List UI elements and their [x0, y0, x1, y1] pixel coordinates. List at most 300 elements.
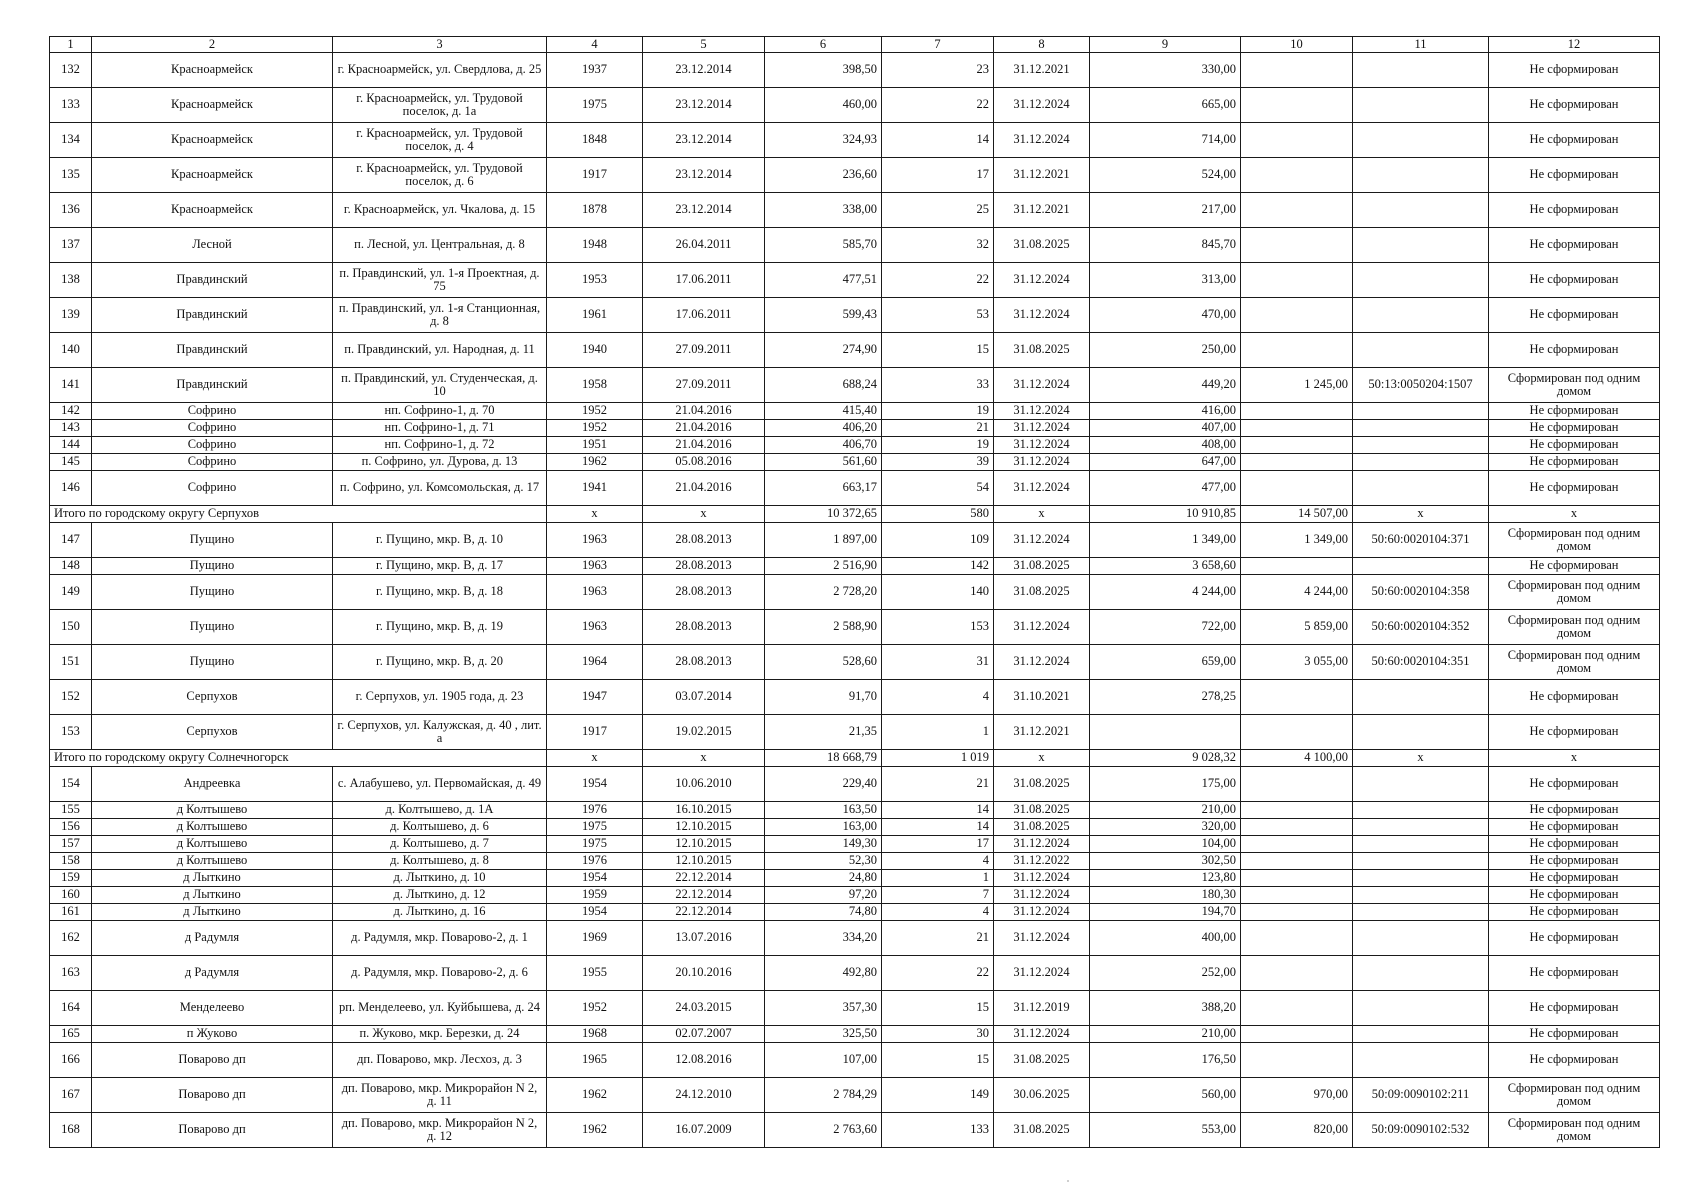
- resettlement-deadline: 31.12.2024: [994, 870, 1090, 887]
- cadastral-number: 50:13:0050204:1507: [1353, 368, 1489, 403]
- row-number: 133: [50, 88, 92, 123]
- table-row: [50, 956, 1660, 991]
- row-number: 167: [50, 1078, 92, 1113]
- living-area: 74,80: [765, 904, 882, 921]
- resettlement-deadline: 31.12.2024: [994, 88, 1090, 123]
- table-row: [50, 715, 1660, 750]
- residents-count: 109: [882, 523, 994, 558]
- plot-area: [1241, 887, 1353, 904]
- residents-count: 1: [882, 715, 994, 750]
- living-area: 477,51: [765, 263, 882, 298]
- residents-count: 14: [882, 802, 994, 819]
- plot-status: Сформирован под одним домом: [1489, 523, 1660, 558]
- living-area: 10 372,65: [765, 506, 882, 523]
- resettlement-deadline: 31.12.2024: [994, 123, 1090, 158]
- plot-status: Не сформирован: [1489, 88, 1660, 123]
- resettlement-deadline: 31.12.2024: [994, 368, 1090, 403]
- plot-status: Не сформирован: [1489, 1026, 1660, 1043]
- row-number: 156: [50, 819, 92, 836]
- build-year: 1975: [547, 836, 643, 853]
- decision-date: 10.06.2010: [643, 767, 765, 802]
- cadastral-number: [1353, 123, 1489, 158]
- table-row: [50, 836, 1660, 853]
- house-address: д. Лыткино, д. 12: [333, 887, 547, 904]
- settlement-name: Красноармейск: [92, 158, 333, 193]
- house-address: д. Радумля, мкр. Поварово-2, д. 6: [333, 956, 547, 991]
- settlement-name: Софрино: [92, 403, 333, 420]
- build-year: 1963: [547, 558, 643, 575]
- resettlement-deadline: 31.12.2024: [994, 1026, 1090, 1043]
- decision-date: 24.12.2010: [643, 1078, 765, 1113]
- decision-date: 12.08.2016: [643, 1043, 765, 1078]
- residents-count: 1: [882, 870, 994, 887]
- row-number: 135: [50, 158, 92, 193]
- land-area: 313,00: [1090, 263, 1241, 298]
- resettlement-deadline: 31.08.2025: [994, 558, 1090, 575]
- plot-area: 820,00: [1241, 1113, 1353, 1148]
- cadastral-number: [1353, 558, 1489, 575]
- table-row: [50, 437, 1660, 454]
- house-address: д. Колтышево, д. 1А: [333, 802, 547, 819]
- build-year: 1953: [547, 263, 643, 298]
- decision-date: 22.12.2014: [643, 904, 765, 921]
- living-area: 688,24: [765, 368, 882, 403]
- resettlement-deadline: 31.12.2024: [994, 403, 1090, 420]
- land-area: 123,80: [1090, 870, 1241, 887]
- settlement-name: Правдинский: [92, 263, 333, 298]
- resettlement-deadline: 31.12.2021: [994, 53, 1090, 88]
- cadastral-number: [1353, 263, 1489, 298]
- decision-date: 12.10.2015: [643, 819, 765, 836]
- decision-date: 21.04.2016: [643, 420, 765, 437]
- cadastral-number: 50:09:0090102:211: [1353, 1078, 1489, 1113]
- row-number: 140: [50, 333, 92, 368]
- decision-date: 28.08.2013: [643, 610, 765, 645]
- residents-count: 133: [882, 1113, 994, 1148]
- residents-count: 21: [882, 921, 994, 956]
- residents-count: 39: [882, 454, 994, 471]
- residents-count: 21: [882, 767, 994, 802]
- land-area: 659,00: [1090, 645, 1241, 680]
- land-area: [1090, 715, 1241, 750]
- decision-date: 05.08.2016: [643, 454, 765, 471]
- row-number: 162: [50, 921, 92, 956]
- cadastral-number: [1353, 437, 1489, 454]
- house-address: нп. Софрино-1, д. 71: [333, 420, 547, 437]
- row-number: 164: [50, 991, 92, 1026]
- house-address: д. Колтышево, д. 8: [333, 853, 547, 870]
- land-area: 4 244,00: [1090, 575, 1241, 610]
- plot-status: Не сформирован: [1489, 158, 1660, 193]
- land-area: 449,20: [1090, 368, 1241, 403]
- build-year: 1948: [547, 228, 643, 263]
- settlement-name: Красноармейск: [92, 53, 333, 88]
- plot-status: Не сформирован: [1489, 558, 1660, 575]
- settlement-name: Пущино: [92, 558, 333, 575]
- residents-count: 19: [882, 437, 994, 454]
- table-row: [50, 193, 1660, 228]
- residents-count: 14: [882, 819, 994, 836]
- house-address: дп. Поварово, мкр. Лесхоз, д. 3: [333, 1043, 547, 1078]
- cadastral-number: [1353, 471, 1489, 506]
- house-address: д. Колтышево, д. 7: [333, 836, 547, 853]
- land-area: 10 910,85: [1090, 506, 1241, 523]
- cadastral-number: [1353, 1026, 1489, 1043]
- plot-area: [1241, 403, 1353, 420]
- living-area: 492,80: [765, 956, 882, 991]
- settlement-name: Пущино: [92, 575, 333, 610]
- cadastral-number: [1353, 853, 1489, 870]
- cadastral-number: [1353, 991, 1489, 1026]
- settlement-name: Андреевка: [92, 767, 333, 802]
- house-address: нп. Софрино-1, д. 72: [333, 437, 547, 454]
- table-row: [50, 870, 1660, 887]
- house-address: нп. Софрино-1, д. 70: [333, 403, 547, 420]
- plot-area: [1241, 715, 1353, 750]
- land-area: 252,00: [1090, 956, 1241, 991]
- row-number: 150: [50, 610, 92, 645]
- residents-count: 15: [882, 1043, 994, 1078]
- column-number-row: [50, 37, 1660, 53]
- decision-date: 20.10.2016: [643, 956, 765, 991]
- house-address: п. Жуково, мкр. Березки, д. 24: [333, 1026, 547, 1043]
- row-number: 138: [50, 263, 92, 298]
- table-row: [50, 680, 1660, 715]
- plot-status: Не сформирован: [1489, 680, 1660, 715]
- plot-area: [1241, 228, 1353, 263]
- plot-area: [1241, 1043, 1353, 1078]
- living-area: 585,70: [765, 228, 882, 263]
- cadastral-number: [1353, 887, 1489, 904]
- living-area: 236,60: [765, 158, 882, 193]
- decision-date: 16.10.2015: [643, 802, 765, 819]
- land-area: 3 658,60: [1090, 558, 1241, 575]
- plot-area: 970,00: [1241, 1078, 1353, 1113]
- residents-count: 17: [882, 836, 994, 853]
- land-area: 9 028,32: [1090, 750, 1241, 767]
- living-area: 325,50: [765, 1026, 882, 1043]
- land-area: 407,00: [1090, 420, 1241, 437]
- plot-status: Не сформирован: [1489, 454, 1660, 471]
- resettlement-deadline: 31.12.2024: [994, 887, 1090, 904]
- build-year: х: [547, 750, 643, 767]
- build-year: 1955: [547, 956, 643, 991]
- land-area: 524,00: [1090, 158, 1241, 193]
- cadastral-number: [1353, 904, 1489, 921]
- column-number: 9: [1090, 37, 1241, 53]
- resettlement-deadline: 31.12.2024: [994, 471, 1090, 506]
- residents-count: 142: [882, 558, 994, 575]
- build-year: 1848: [547, 123, 643, 158]
- cadastral-number: [1353, 403, 1489, 420]
- land-area: 714,00: [1090, 123, 1241, 158]
- house-address: г. Красноармейск, ул. Чкалова, д. 15: [333, 193, 547, 228]
- living-area: 274,90: [765, 333, 882, 368]
- row-number: 132: [50, 53, 92, 88]
- resettlement-deadline: 31.12.2019: [994, 991, 1090, 1026]
- table-row: [50, 368, 1660, 403]
- plot-area: [1241, 88, 1353, 123]
- build-year: 1968: [547, 1026, 643, 1043]
- table-row: [50, 610, 1660, 645]
- row-number: 152: [50, 680, 92, 715]
- cadastral-number: [1353, 193, 1489, 228]
- cadastral-number: [1353, 454, 1489, 471]
- column-number: 8: [994, 37, 1090, 53]
- residents-count: 17: [882, 158, 994, 193]
- house-address: п. Лесной, ул. Центральная, д. 8: [333, 228, 547, 263]
- living-area: 460,00: [765, 88, 882, 123]
- decision-date: 12.10.2015: [643, 853, 765, 870]
- column-number: 10: [1241, 37, 1353, 53]
- cadastral-number: [1353, 870, 1489, 887]
- plot-status: Не сформирован: [1489, 420, 1660, 437]
- table-row: [50, 523, 1660, 558]
- house-address: г. Красноармейск, ул. Свердлова, д. 25: [333, 53, 547, 88]
- cadastral-number: 50:09:0090102:532: [1353, 1113, 1489, 1148]
- build-year: 1952: [547, 420, 643, 437]
- land-area: 104,00: [1090, 836, 1241, 853]
- land-area: 176,50: [1090, 1043, 1241, 1078]
- build-year: 1952: [547, 403, 643, 420]
- table-row: [50, 819, 1660, 836]
- house-address: г. Пущино, мкр. В, д. 17: [333, 558, 547, 575]
- resettlement-deadline: 31.12.2024: [994, 298, 1090, 333]
- residents-count: 54: [882, 471, 994, 506]
- resettlement-deadline: 31.08.2025: [994, 228, 1090, 263]
- settlement-name: Софрино: [92, 454, 333, 471]
- resettlement-deadline: 31.12.2024: [994, 420, 1090, 437]
- decision-date: 23.12.2014: [643, 88, 765, 123]
- residents-count: 4: [882, 853, 994, 870]
- living-area: 2 728,20: [765, 575, 882, 610]
- decision-date: 22.12.2014: [643, 887, 765, 904]
- house-address: г. Красноармейск, ул. Трудовой поселок, д. 1а: [333, 88, 547, 123]
- row-number: 153: [50, 715, 92, 750]
- living-area: 2 516,90: [765, 558, 882, 575]
- build-year: 1951: [547, 437, 643, 454]
- plot-status: Не сформирован: [1489, 123, 1660, 158]
- resettlement-deadline: 31.12.2024: [994, 904, 1090, 921]
- table-row: [50, 228, 1660, 263]
- settlement-name: Правдинский: [92, 333, 333, 368]
- house-address: г. Серпухов, ул. 1905 года, д. 23: [333, 680, 547, 715]
- resettlement-deadline: 31.12.2021: [994, 193, 1090, 228]
- living-area: 163,00: [765, 819, 882, 836]
- residents-count: 4: [882, 904, 994, 921]
- decision-date: 03.07.2014: [643, 680, 765, 715]
- land-area: 320,00: [1090, 819, 1241, 836]
- housing-register-table: [49, 36, 1660, 1148]
- build-year: 1940: [547, 333, 643, 368]
- table-row: [50, 802, 1660, 819]
- decision-date: 21.04.2016: [643, 437, 765, 454]
- house-address: г. Серпухов, ул. Калужская, д. 40 , лит. а: [333, 715, 547, 750]
- cadastral-number: [1353, 680, 1489, 715]
- resettlement-deadline: 31.12.2024: [994, 523, 1090, 558]
- land-area: 180,30: [1090, 887, 1241, 904]
- table-row: [50, 53, 1660, 88]
- plot-status: Не сформирован: [1489, 333, 1660, 368]
- plot-status: Не сформирован: [1489, 836, 1660, 853]
- build-year: 1975: [547, 819, 643, 836]
- settlement-name: Красноармейск: [92, 193, 333, 228]
- table-row: [50, 887, 1660, 904]
- decision-date: 28.08.2013: [643, 558, 765, 575]
- build-year: 1963: [547, 610, 643, 645]
- land-area: 210,00: [1090, 802, 1241, 819]
- house-address: п. Софрино, ул. Дурова, д. 13: [333, 454, 547, 471]
- table-row: [50, 123, 1660, 158]
- build-year: 1969: [547, 921, 643, 956]
- plot-status: Не сформирован: [1489, 921, 1660, 956]
- living-area: 406,20: [765, 420, 882, 437]
- subtotal-row: [50, 750, 1660, 767]
- table-row: [50, 158, 1660, 193]
- land-area: 400,00: [1090, 921, 1241, 956]
- cadastral-number: [1353, 53, 1489, 88]
- decision-date: 16.07.2009: [643, 1113, 765, 1148]
- table-row: [50, 403, 1660, 420]
- plot-area: [1241, 454, 1353, 471]
- living-area: 52,30: [765, 853, 882, 870]
- decision-date: 27.09.2011: [643, 333, 765, 368]
- decision-date: 28.08.2013: [643, 523, 765, 558]
- house-address: п. Правдинский, ул. 1-я Станционная, д. 8: [333, 298, 547, 333]
- cadastral-number: 50:60:0020104:352: [1353, 610, 1489, 645]
- plot-area: 5 859,00: [1241, 610, 1353, 645]
- decision-date: 27.09.2011: [643, 368, 765, 403]
- plot-area: [1241, 991, 1353, 1026]
- decision-date: 21.04.2016: [643, 471, 765, 506]
- table-row: [50, 263, 1660, 298]
- residents-count: 7: [882, 887, 994, 904]
- decision-date: 19.02.2015: [643, 715, 765, 750]
- land-area: 217,00: [1090, 193, 1241, 228]
- plot-area: [1241, 437, 1353, 454]
- column-number: 2: [92, 37, 333, 53]
- cadastral-number: 50:60:0020104:371: [1353, 523, 1489, 558]
- plot-area: [1241, 53, 1353, 88]
- plot-status: Не сформирован: [1489, 956, 1660, 991]
- land-area: 1 349,00: [1090, 523, 1241, 558]
- plot-status: Не сформирован: [1489, 228, 1660, 263]
- settlement-name: д Лыткино: [92, 904, 333, 921]
- plot-status: Сформирован под одним домом: [1489, 610, 1660, 645]
- living-area: 398,50: [765, 53, 882, 88]
- house-address: г. Пущино, мкр. В, д. 18: [333, 575, 547, 610]
- land-area: 553,00: [1090, 1113, 1241, 1148]
- scan-speck: [1067, 1180, 1069, 1182]
- residents-count: 15: [882, 333, 994, 368]
- column-number: 6: [765, 37, 882, 53]
- plot-status: Не сформирован: [1489, 298, 1660, 333]
- land-area: 250,00: [1090, 333, 1241, 368]
- build-year: 1917: [547, 715, 643, 750]
- plot-area: [1241, 819, 1353, 836]
- table-row: [50, 420, 1660, 437]
- decision-date: 28.08.2013: [643, 645, 765, 680]
- residents-count: 22: [882, 956, 994, 991]
- living-area: 599,43: [765, 298, 882, 333]
- build-year: 1963: [547, 575, 643, 610]
- living-area: 528,60: [765, 645, 882, 680]
- plot-area: [1241, 123, 1353, 158]
- house-address: д. Лыткино, д. 10: [333, 870, 547, 887]
- table-row: [50, 298, 1660, 333]
- build-year: 1947: [547, 680, 643, 715]
- table-row: [50, 88, 1660, 123]
- living-area: 415,40: [765, 403, 882, 420]
- plot-status: Не сформирован: [1489, 802, 1660, 819]
- build-year: 1954: [547, 767, 643, 802]
- plot-area: [1241, 471, 1353, 506]
- decision-date: 12.10.2015: [643, 836, 765, 853]
- resettlement-deadline: 31.08.2025: [994, 1113, 1090, 1148]
- land-area: 330,00: [1090, 53, 1241, 88]
- table-row: [50, 558, 1660, 575]
- build-year: 1962: [547, 1113, 643, 1148]
- column-number: 3: [333, 37, 547, 53]
- resettlement-deadline: 31.12.2024: [994, 645, 1090, 680]
- settlement-name: д Радумля: [92, 956, 333, 991]
- land-area: 416,00: [1090, 403, 1241, 420]
- settlement-name: Софрино: [92, 420, 333, 437]
- house-address: п. Правдинский, ул. 1-я Проектная, д. 75: [333, 263, 547, 298]
- resettlement-deadline: 31.12.2024: [994, 836, 1090, 853]
- plot-status: Не сформирован: [1489, 904, 1660, 921]
- living-area: 163,50: [765, 802, 882, 819]
- build-year: 1962: [547, 454, 643, 471]
- resettlement-deadline: 31.12.2024: [994, 437, 1090, 454]
- plot-area: [1241, 836, 1353, 853]
- row-number: 134: [50, 123, 92, 158]
- build-year: 1937: [547, 53, 643, 88]
- cadastral-number: [1353, 158, 1489, 193]
- plot-status: Сформирован под одним домом: [1489, 368, 1660, 403]
- row-number: 141: [50, 368, 92, 403]
- plot-area: [1241, 1026, 1353, 1043]
- cadastral-number: х: [1353, 506, 1489, 523]
- plot-area: 3 055,00: [1241, 645, 1353, 680]
- plot-area: [1241, 904, 1353, 921]
- house-address: д. Колтышево, д. 6: [333, 819, 547, 836]
- house-address: дп. Поварово, мкр. Микрорайон N 2, д. 11: [333, 1078, 547, 1113]
- row-number: 147: [50, 523, 92, 558]
- row-number: 163: [50, 956, 92, 991]
- decision-date: 23.12.2014: [643, 158, 765, 193]
- settlement-name: Правдинский: [92, 368, 333, 403]
- decision-date: х: [643, 750, 765, 767]
- settlement-name: Красноармейск: [92, 88, 333, 123]
- land-area: 194,70: [1090, 904, 1241, 921]
- settlement-name: д Колтышево: [92, 836, 333, 853]
- decision-date: 24.03.2015: [643, 991, 765, 1026]
- living-area: 1 897,00: [765, 523, 882, 558]
- plot-status: Не сформирован: [1489, 53, 1660, 88]
- plot-status: Не сформирован: [1489, 403, 1660, 420]
- cadastral-number: [1353, 88, 1489, 123]
- row-number: 160: [50, 887, 92, 904]
- living-area: 229,40: [765, 767, 882, 802]
- living-area: 2 763,60: [765, 1113, 882, 1148]
- column-number: 1: [50, 37, 92, 53]
- settlement-name: Лесной: [92, 228, 333, 263]
- settlement-name: д Колтышево: [92, 853, 333, 870]
- settlement-name: Софрино: [92, 471, 333, 506]
- settlement-name: Поварово дп: [92, 1078, 333, 1113]
- settlement-name: Серпухов: [92, 715, 333, 750]
